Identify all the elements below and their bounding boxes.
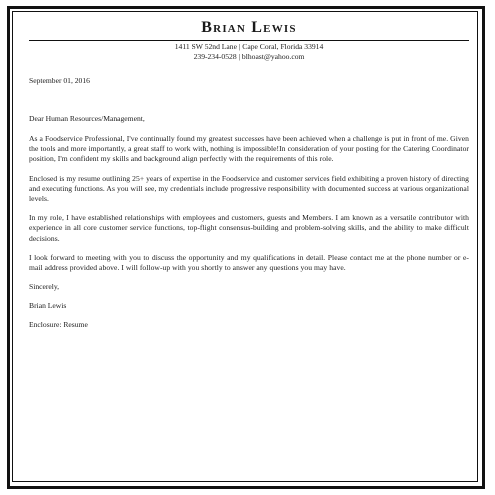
sender-address: 1411 SW 52nd Lane | Cape Coral, Florida 33914	[174, 42, 324, 51]
signature-name: Brian Lewis	[29, 301, 67, 311]
letter-date: September 01, 2016	[29, 76, 90, 85]
body-paragraph-3: In my role, I have established relationships with employees and customers, guests and Members. I am known as a versatile contributor with experience in all core customer service functions, top-flight consensus-building and problem-solving skills, and the ability to make difficult decisions.	[29, 213, 469, 243]
body-paragraph-4: I look forward to meeting with you to discuss the opportunity and my qualifications in detail. Please contact me at the phone number or e-mail address provided above. I will follow-up with you shortly to answer any questions you may have.	[29, 252, 469, 273]
body-paragraph-2: Enclosed is my resume outlining 25+ years of expertise in the Foodservice and customer services field exhibiting a proven history of directing and executing functions. As you will see, my credentials include progressive responsibility with documented success at various organizational levels.	[29, 173, 469, 204]
cover-letter	[29, 18, 469, 330]
enclosure-note: Enclosure: Resume	[29, 320, 88, 330]
salutation: Dear Human Resources/Management,	[29, 114, 145, 123]
sender-phone-email: 239-234-0528 | blhoast@yahoo.com	[193, 52, 305, 61]
sender-name: Brian Lewis	[201, 19, 297, 36]
closing: Sincerely,	[29, 282, 60, 292]
header-divider	[29, 40, 469, 41]
body-paragraph-1: As a Foodservice Professional, I've continually found my greatest successes have been achieved when a challenge is put in front of me. Given the tools and more importantly, a great staff to work with, nothing is impossible!In consideration of your posting for the Catering Coordinator position, I'm confident my skills and background align perfectly with the requirements of this role.	[29, 134, 469, 164]
